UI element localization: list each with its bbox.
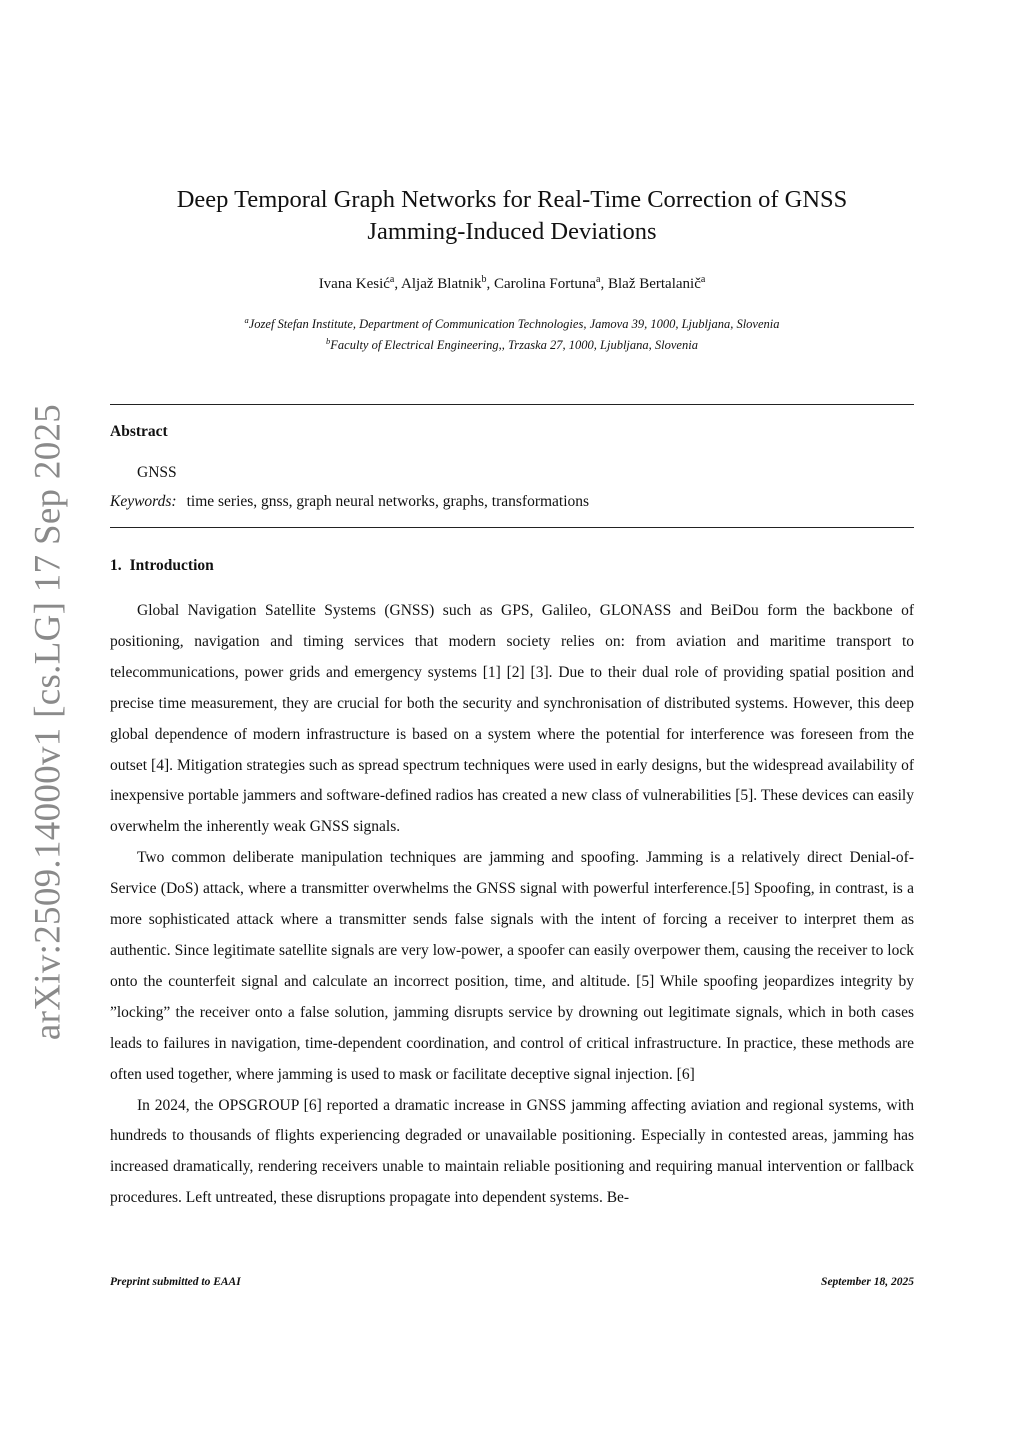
affiliation [112,333,912,354]
affiliation-text: Faculty of Electrical Engineering,, Trzaska 27, 1000, Ljubljana, Slovenia [330,338,698,353]
section-number: 1. [110,557,122,574]
section-heading [110,557,214,575]
paragraph: Global Navigation Satellite Systems (GNSS) such as GPS, Galileo, GLONASS and BeiDou form the backbone of positioning, navigation and timing services that modern society relies on: from aviation and maritime transport to telecommunications, power grids and emergency systems [1] [2] [3]. Due to their dual role of providing spatial position and precise time measurement, they are crucial for both the security and synchronisation of distributed systems. However, this deep global dependence of modern infrastructure is based on a system where the potential for interference was foreseen from the outset [4]. Mitigation strategies such as spread spectrum techniques were used in early designs, but the widespread availability of inexpensive portable jammers and software-defined radios has created a new class of vulnerabilities [5]. These devices can easily overwhelm the inherently weak GNSS signals. [110,602,914,836]
affiliation-mark: b [326,336,331,347]
keywords [110,493,589,511]
footer-preprint-note: Preprint submitted to EAAI [110,1276,241,1288]
author-name: Carolina Fortuna [493,276,597,292]
author-name: Blaž Bertalanič [607,276,701,292]
abstract-body: GNSS [137,464,177,481]
paper-title [112,184,912,248]
author-list: Ivana Kesić$^a$, Aljaž Blatnik$^b$, Carolina Fortuna$^a$, Blaž Bertalanič$^a$ [318,274,706,292]
arxiv-identifier: arXiv:2509.14000v1 [cs.LG] 17 Sep 2025 [27,403,69,1041]
abstract-top-rule [110,404,914,405]
keywords-label: Keywords: [110,493,177,510]
affiliation [112,312,912,333]
affiliation-text: Jozef Stefan Institute, Department of Communication Technologies, Jamova 39, 1000, Ljubljana, Slovenia [248,317,780,332]
affiliation-list [112,312,912,354]
paper-title-line-2: Jamming-Induced Deviations [367,218,657,245]
paragraph: In 2024, the OPSGROUP [6] reported a dramatic increase in GNSS jamming affecting aviation and regional systems, with hundreds to thousands of flights experiencing degraded or unavailable positioning. Especially in contested areas, jamming has increased dramatically, rendering receivers unable to maintain reliable positioning and requiring manual intervention or fallback procedures. Left untreated, these disruptions propagate into dependent systems. Be- [110,1096,914,1207]
author-affiliation-mark: b [481,274,487,285]
introduction-body [110,596,914,1214]
abstract-heading: Abstract [110,423,168,440]
section-title: Introduction [129,557,214,574]
author-affiliation-mark: a [389,274,395,285]
affiliation-mark: a [244,315,249,325]
paragraph: Two common deliberate manipulation techniques are jamming and spoofing. Jamming is a relatively direct Denial-of-Service (DoS) attack, where a transmitter overwhelms the GNSS signal with powerful interference.[5] Spoofing, in contrast, is a more sophisticated attack where a transmitter sends false signals with the intent of forcing a receiver to interpret them as authentic. Since legitimate satellite signals are very low-power, a spoofer can easily overpower them, causing the receiver to lock onto the counterfeit signal and calculate an incorrect position, time, and altitude. [5] While spoofing jeopardizes integrity by ”locking” the receiver onto a false solution, jamming disrupts service by drowning out legitimate signals, which in both cases leads to failures in navigation, time-dependent coordination, and control of critical infrastructure. In practice, these methods are often used together, where jamming is used to mask or facilitate deceptive signal injection. [6] [110,849,914,1083]
author-affiliation-mark: a [596,274,601,285]
paper-title-line-1: Deep Temporal Graph Networks for Real-Time Correction of GNSS [176,186,848,213]
author-affiliation-mark: a [700,274,706,285]
author-name: Ivana Kesić [318,276,390,292]
keywords-text: time series, gnss, graph neural networks, graphs, transformations [186,493,590,510]
footer-date: September 18, 2025 [821,1276,914,1288]
abstract-bottom-rule [110,527,914,528]
author-name: Aljaž Blatnik [401,276,482,292]
